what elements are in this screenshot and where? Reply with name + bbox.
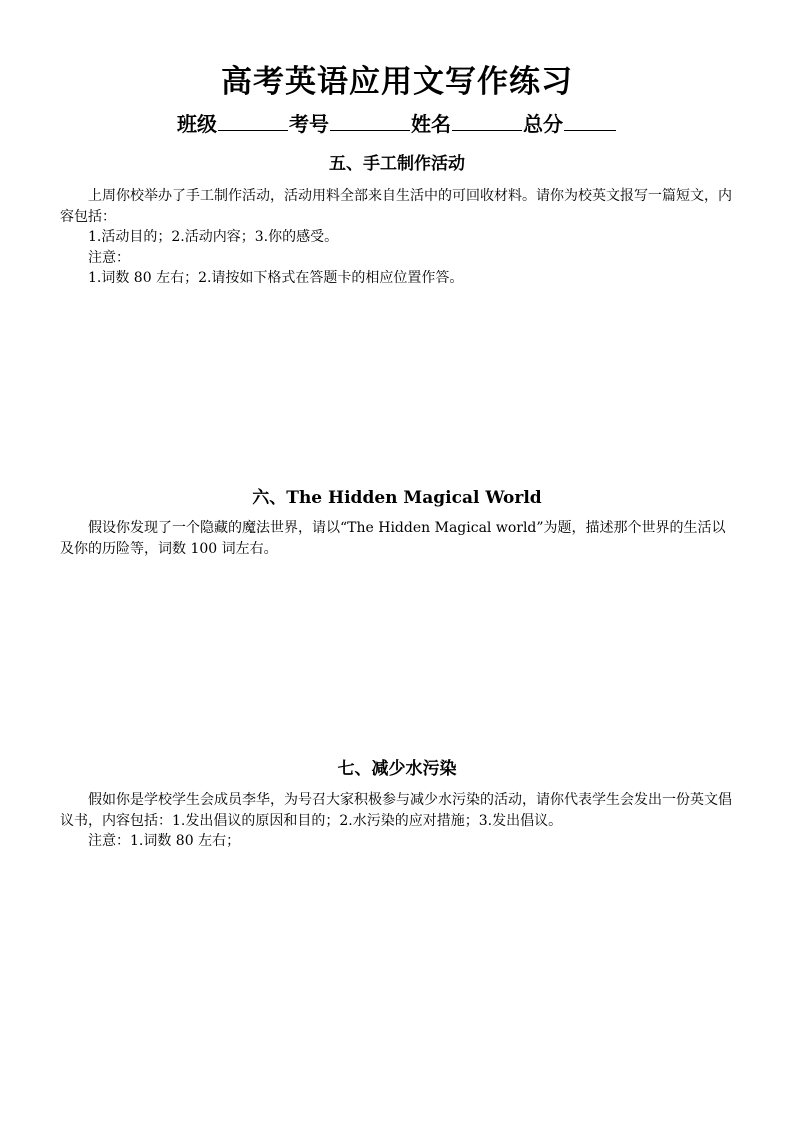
section-line: 假设你发现了一个隐藏的魔法世界，请以“The Hidden Magical world”为题，描述那个世界的生活以及你的历险等，词数 100 词左右。 (60, 520, 726, 557)
student-info-line (0, 110, 794, 138)
section-heading: 六、The Hidden Magical World (252, 488, 542, 508)
section-line: 注意： (88, 249, 130, 266)
name-label: 姓名 (411, 112, 451, 136)
name-blank (452, 110, 522, 131)
section-line: 1.词数 80 左右；2.请按如下格式在答题卡的相应位置作答。 (88, 270, 464, 286)
section-body (60, 518, 736, 559)
class-label: 班级 (177, 112, 217, 136)
section-body (60, 186, 736, 289)
section-line: 注意：1.词数 80 左右； (88, 833, 241, 849)
number-blank (330, 110, 410, 131)
score-label: 总分 (523, 112, 563, 136)
section-heading: 五、手工制作活动 (329, 154, 465, 174)
section-line: 1.活动目的；2.活动内容；3.你的感受。 (88, 229, 339, 245)
section-heading: 七、减少水污染 (337, 759, 457, 779)
score-blank (564, 110, 616, 131)
number-label: 考号 (289, 112, 329, 136)
section-line: 假如你是学校学生会成员李华，为号召大家积极参与减少水污染的活动，请你代表学生会发出一份英文倡议书，内容包括：1.发出倡议的原因和目的；2.水污染的应对措施；3.发出倡议。 (60, 792, 732, 829)
class-blank (218, 110, 288, 131)
section-line: 上周你校举办了手工制作活动，活动用料全部来自生活中的可回收材料。请你为校英文报写一篇短文，内容包括： (60, 188, 732, 225)
page-title: 高考英语应用文写作练习 (221, 64, 573, 100)
section-body (60, 790, 736, 852)
